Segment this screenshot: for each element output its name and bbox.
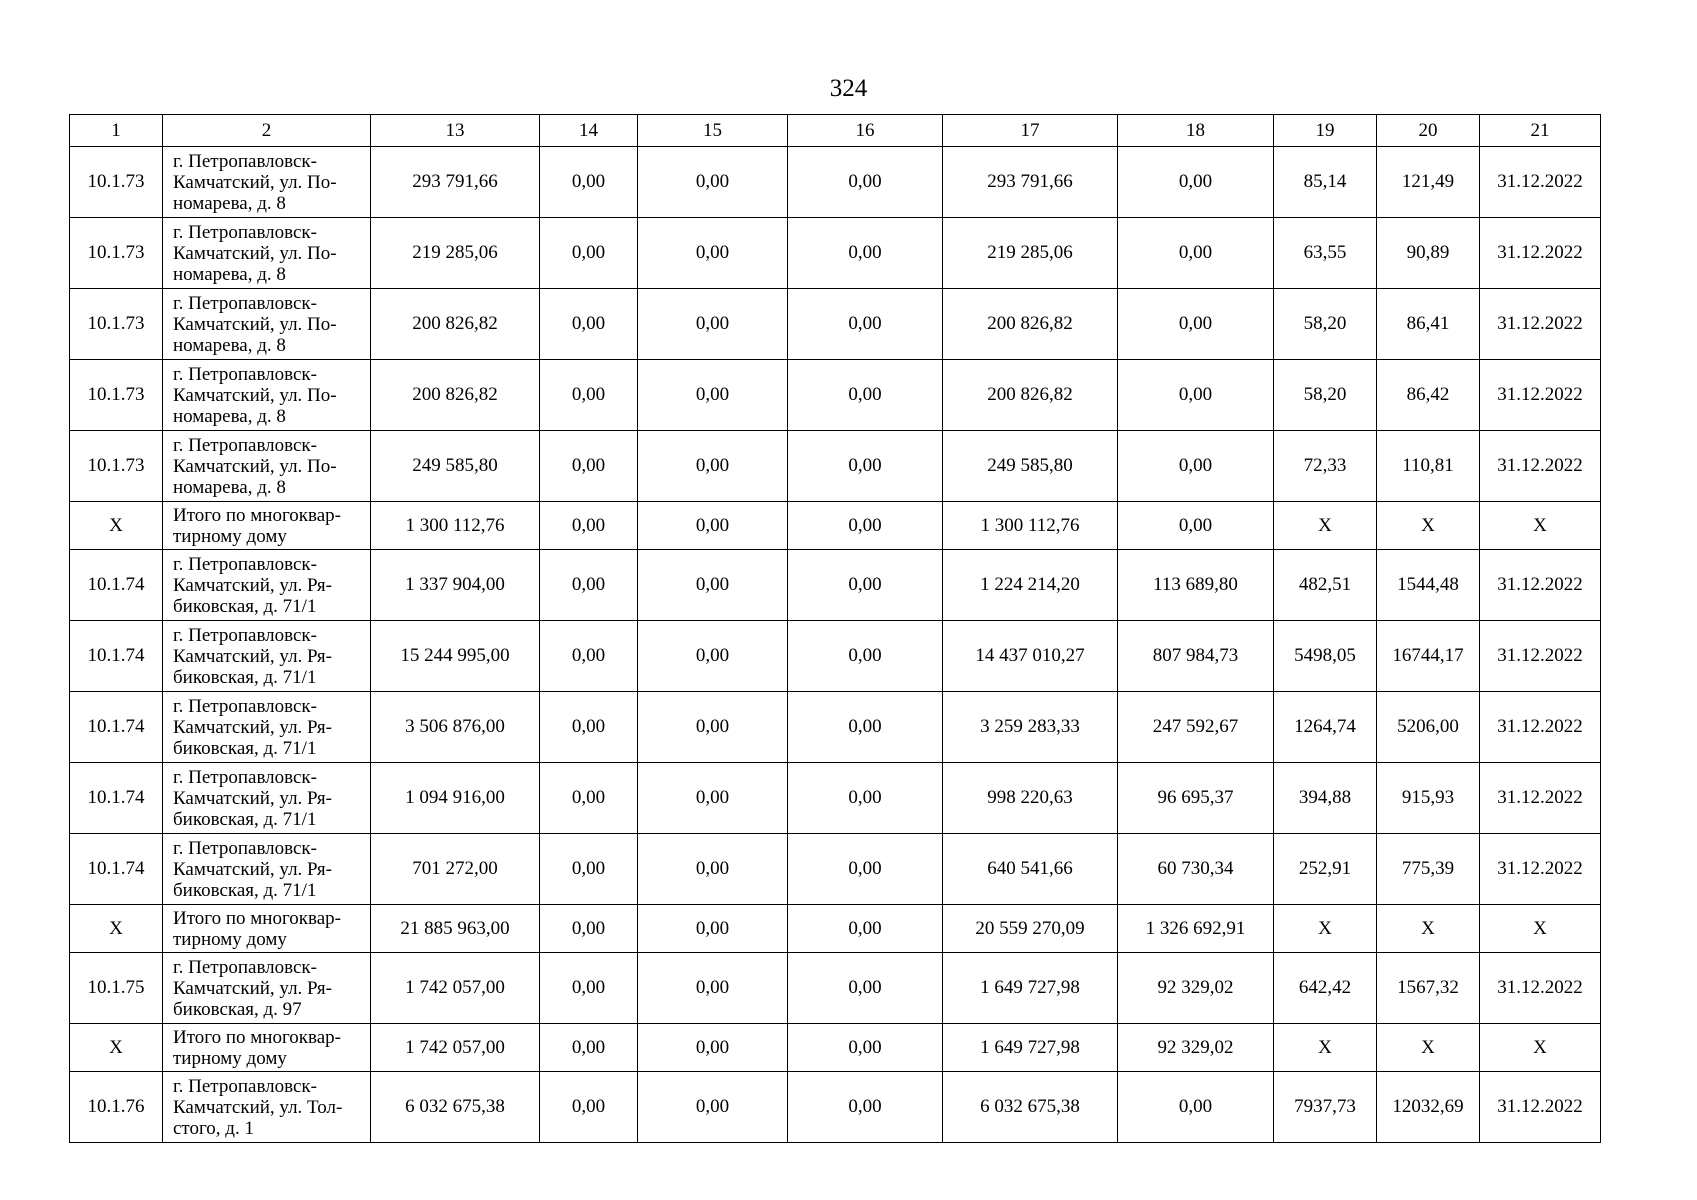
table-cell: 0,00 <box>788 218 943 289</box>
table-cell: 0,00 <box>788 621 943 692</box>
table-cell: X <box>1480 1024 1601 1072</box>
table-header <box>70 115 1601 147</box>
total-label-cell <box>163 905 371 953</box>
table-cell: 0,00 <box>1118 360 1274 431</box>
table-cell: 0,00 <box>540 905 638 953</box>
table-cell: 0,00 <box>1118 147 1274 218</box>
table-cell: 96 695,37 <box>1118 763 1274 834</box>
cell-text-line: Камчатский, ул. По- <box>173 242 337 264</box>
table-cell: X <box>70 905 163 953</box>
address-cell <box>163 621 371 692</box>
cell-text-line: г. Петропавловск- <box>173 624 317 646</box>
table-cell: 110,81 <box>1377 431 1480 502</box>
cell-text-line: г. Петропавловск- <box>173 956 317 978</box>
total-label-cell <box>163 502 371 550</box>
table-cell: 293 791,66 <box>943 147 1118 218</box>
table-cell: 0,00 <box>788 360 943 431</box>
cell-text-line: г. Петропавловск- <box>173 363 317 385</box>
address-cell <box>163 550 371 621</box>
table-cell: 0,00 <box>788 289 943 360</box>
table-row <box>70 431 1601 502</box>
table-cell: 10.1.73 <box>70 360 163 431</box>
cell-text-line: стого, д. 1 <box>173 1117 254 1139</box>
cell-text-line: г. Петропавловск- <box>173 150 317 172</box>
cell-text-line: биковская, д. 71/1 <box>173 879 317 901</box>
table-cell: X <box>70 1024 163 1072</box>
table-cell: 252,91 <box>1274 834 1377 905</box>
table-cell: 7937,73 <box>1274 1072 1377 1143</box>
address-cell <box>163 431 371 502</box>
table-cell: 0,00 <box>788 431 943 502</box>
table-row <box>70 763 1601 834</box>
column-header: 15 <box>638 115 788 147</box>
table-cell: 0,00 <box>638 834 788 905</box>
table-cell: 10.1.76 <box>70 1072 163 1143</box>
cell-text-line: Итого по многоквар- <box>173 1026 341 1048</box>
table-cell: 0,00 <box>788 905 943 953</box>
total-row <box>70 502 1601 550</box>
cell-text-line: Камчатский, ул. Ря- <box>173 787 332 809</box>
table-cell: 10.1.74 <box>70 621 163 692</box>
cell-text-line: Камчатский, ул. По- <box>173 171 337 193</box>
column-header: 1 <box>70 115 163 147</box>
table-cell: 200 826,82 <box>371 289 540 360</box>
table-cell: 0,00 <box>540 834 638 905</box>
address-cell <box>163 953 371 1024</box>
table-cell: 58,20 <box>1274 289 1377 360</box>
address-cell <box>163 763 371 834</box>
table-cell: 0,00 <box>638 621 788 692</box>
table-cell: 807 984,73 <box>1118 621 1274 692</box>
cell-text-line: Камчатский, ул. Ря- <box>173 977 332 999</box>
column-header: 16 <box>788 115 943 147</box>
table-cell: 31.12.2022 <box>1480 550 1601 621</box>
cell-text-line: Камчатский, ул. По- <box>173 384 337 406</box>
cell-text-line: г. Петропавловск- <box>173 695 317 717</box>
table-cell: 0,00 <box>788 834 943 905</box>
table-cell: 0,00 <box>540 953 638 1024</box>
cell-text-line: Итого по многоквар- <box>173 504 341 526</box>
column-header: 18 <box>1118 115 1274 147</box>
table-cell: 90,89 <box>1377 218 1480 289</box>
table-cell: 1544,48 <box>1377 550 1480 621</box>
table-cell: 20 559 270,09 <box>943 905 1118 953</box>
cell-text-line: Камчатский, ул. Тол- <box>173 1096 343 1118</box>
table-cell: 0,00 <box>540 289 638 360</box>
table-cell: 92 329,02 <box>1118 953 1274 1024</box>
cell-text-line: номарева, д. 8 <box>173 263 286 285</box>
table-cell: 249 585,80 <box>943 431 1118 502</box>
table-cell: 0,00 <box>540 550 638 621</box>
table-cell: 0,00 <box>638 763 788 834</box>
table-cell: X <box>1274 905 1377 953</box>
table-cell: 31.12.2022 <box>1480 218 1601 289</box>
table-cell: 1 649 727,98 <box>943 953 1118 1024</box>
table-cell: 1 300 112,76 <box>943 502 1118 550</box>
table-cell: 6 032 675,38 <box>371 1072 540 1143</box>
table-row <box>70 834 1601 905</box>
table-cell: 63,55 <box>1274 218 1377 289</box>
table-cell: 0,00 <box>1118 218 1274 289</box>
table-cell: 915,93 <box>1377 763 1480 834</box>
table-cell: 31.12.2022 <box>1480 692 1601 763</box>
cell-text-line: биковская, д. 71/1 <box>173 666 317 688</box>
cell-text-line: тирному дому <box>173 928 287 950</box>
table-cell: 0,00 <box>1118 1072 1274 1143</box>
page-number: 324 <box>829 75 868 102</box>
table-cell: 482,51 <box>1274 550 1377 621</box>
total-row <box>70 905 1601 953</box>
table-cell: 0,00 <box>540 502 638 550</box>
table-cell: 0,00 <box>638 550 788 621</box>
table-cell: X <box>1377 502 1480 550</box>
column-header: 20 <box>1377 115 1480 147</box>
table-row <box>70 621 1601 692</box>
table-cell: 72,33 <box>1274 431 1377 502</box>
table-cell: 31.12.2022 <box>1480 431 1601 502</box>
table-cell: 0,00 <box>788 550 943 621</box>
table-body <box>70 147 1601 1143</box>
table-cell: 200 826,82 <box>371 360 540 431</box>
table-cell: 1 742 057,00 <box>371 953 540 1024</box>
table-cell: 14 437 010,27 <box>943 621 1118 692</box>
cell-text-line: г. Петропавловск- <box>173 553 317 575</box>
table-cell: 92 329,02 <box>1118 1024 1274 1072</box>
address-cell <box>163 289 371 360</box>
table-row <box>70 550 1601 621</box>
cell-text-line: тирному дому <box>173 525 287 547</box>
table-cell: 0,00 <box>540 218 638 289</box>
cell-text-line: биковская, д. 71/1 <box>173 595 317 617</box>
total-label-cell <box>163 1024 371 1072</box>
column-header: 13 <box>371 115 540 147</box>
cell-text-line: г. Петропавловск- <box>173 434 317 456</box>
table-cell: 10.1.73 <box>70 289 163 360</box>
table-cell: 0,00 <box>1118 431 1274 502</box>
cell-text-line: номарева, д. 8 <box>173 334 286 356</box>
table-cell: 0,00 <box>788 953 943 1024</box>
address-cell <box>163 692 371 763</box>
cell-text-line: г. Петропавловск- <box>173 766 317 788</box>
table-cell: 21 885 963,00 <box>371 905 540 953</box>
cell-text-line: Камчатский, ул. Ря- <box>173 716 332 738</box>
table-cell: X <box>1377 905 1480 953</box>
table-cell: 31.12.2022 <box>1480 834 1601 905</box>
table-cell: X <box>1480 905 1601 953</box>
table-cell: 121,49 <box>1377 147 1480 218</box>
table-cell: 86,42 <box>1377 360 1480 431</box>
table-cell: 86,41 <box>1377 289 1480 360</box>
table-cell: 1 649 727,98 <box>943 1024 1118 1072</box>
address-cell <box>163 218 371 289</box>
cell-text-line: биковская, д. 97 <box>173 998 302 1020</box>
table-cell: 219 285,06 <box>371 218 540 289</box>
table-cell: 1 337 904,00 <box>371 550 540 621</box>
table-cell: 1 742 057,00 <box>371 1024 540 1072</box>
table-cell: 0,00 <box>638 1024 788 1072</box>
table-cell: 31.12.2022 <box>1480 360 1601 431</box>
table-cell: 1264,74 <box>1274 692 1377 763</box>
cell-text-line: биковская, д. 71/1 <box>173 737 317 759</box>
table-cell: 1 326 692,91 <box>1118 905 1274 953</box>
address-cell <box>163 834 371 905</box>
column-header: 14 <box>540 115 638 147</box>
table-cell: 0,00 <box>788 502 943 550</box>
table-cell: 58,20 <box>1274 360 1377 431</box>
table-cell: 200 826,82 <box>943 289 1118 360</box>
table-cell: 0,00 <box>638 502 788 550</box>
table-cell: 642,42 <box>1274 953 1377 1024</box>
table-cell: 31.12.2022 <box>1480 621 1601 692</box>
cell-text-line: номарева, д. 8 <box>173 476 286 498</box>
address-cell <box>163 360 371 431</box>
header-row <box>70 115 1601 147</box>
table-row <box>70 953 1601 1024</box>
table-cell: 10.1.73 <box>70 147 163 218</box>
table-cell: 0,00 <box>638 360 788 431</box>
table-cell: 0,00 <box>540 1024 638 1072</box>
table-cell: 0,00 <box>638 218 788 289</box>
table-cell: 16744,17 <box>1377 621 1480 692</box>
address-cell <box>163 1072 371 1143</box>
table-cell: X <box>1377 1024 1480 1072</box>
table-cell: 640 541,66 <box>943 834 1118 905</box>
table-cell: 0,00 <box>638 147 788 218</box>
table-cell: 113 689,80 <box>1118 550 1274 621</box>
table-cell: 0,00 <box>788 147 943 218</box>
cell-text-line: Камчатский, ул. Ря- <box>173 574 332 596</box>
cell-text-line: Камчатский, ул. Ря- <box>173 645 332 667</box>
table-cell: 219 285,06 <box>943 218 1118 289</box>
table-cell: 0,00 <box>788 1024 943 1072</box>
table-cell: 31.12.2022 <box>1480 147 1601 218</box>
table-row <box>70 360 1601 431</box>
table-cell: 0,00 <box>540 763 638 834</box>
table-cell: 3 259 283,33 <box>943 692 1118 763</box>
table-cell: 5206,00 <box>1377 692 1480 763</box>
table-cell: 12032,69 <box>1377 1072 1480 1143</box>
table-cell: 0,00 <box>540 147 638 218</box>
cell-text-line: номарева, д. 8 <box>173 192 286 214</box>
table-cell: 85,14 <box>1274 147 1377 218</box>
table-cell: 10.1.73 <box>70 218 163 289</box>
data-table <box>69 114 1601 1143</box>
column-header: 19 <box>1274 115 1377 147</box>
table-cell: 0,00 <box>540 431 638 502</box>
table-cell: 1 094 916,00 <box>371 763 540 834</box>
table-cell: 0,00 <box>638 431 788 502</box>
table-cell: 31.12.2022 <box>1480 763 1601 834</box>
table-cell: 775,39 <box>1377 834 1480 905</box>
table-cell: 10.1.74 <box>70 763 163 834</box>
total-row <box>70 1024 1601 1072</box>
table-cell: 10.1.74 <box>70 692 163 763</box>
column-header: 2 <box>163 115 371 147</box>
table-cell: 0,00 <box>638 953 788 1024</box>
cell-text-line: г. Петропавловск- <box>173 292 317 314</box>
table-cell: X <box>70 502 163 550</box>
column-header: 17 <box>943 115 1118 147</box>
table-cell: 10.1.74 <box>70 550 163 621</box>
cell-text-line: г. Петропавловск- <box>173 1075 317 1097</box>
table-cell: 1567,32 <box>1377 953 1480 1024</box>
cell-text-line: г. Петропавловск- <box>173 221 317 243</box>
table-cell: 0,00 <box>540 360 638 431</box>
cell-text-line: Камчатский, ул. По- <box>173 455 337 477</box>
table-cell: 0,00 <box>788 763 943 834</box>
cell-text-line: Итого по многоквар- <box>173 907 341 929</box>
table-cell: 1 300 112,76 <box>371 502 540 550</box>
table-cell: 394,88 <box>1274 763 1377 834</box>
table-cell: 31.12.2022 <box>1480 289 1601 360</box>
cell-text-line: тирному дому <box>173 1047 287 1069</box>
address-cell <box>163 147 371 218</box>
table-cell: 6 032 675,38 <box>943 1072 1118 1143</box>
table-cell: 10.1.75 <box>70 953 163 1024</box>
table-cell: 0,00 <box>638 289 788 360</box>
table-cell: 1 224 214,20 <box>943 550 1118 621</box>
table-cell: 0,00 <box>788 692 943 763</box>
table-row <box>70 147 1601 218</box>
table-row <box>70 289 1601 360</box>
table-cell: 701 272,00 <box>371 834 540 905</box>
cell-text-line: Камчатский, ул. По- <box>173 313 337 335</box>
cell-text-line: номарева, д. 8 <box>173 405 286 427</box>
table-cell: 0,00 <box>638 905 788 953</box>
table-row <box>70 218 1601 289</box>
table-cell: 10.1.74 <box>70 834 163 905</box>
cell-text-line: биковская, д. 71/1 <box>173 808 317 830</box>
table-row <box>70 692 1601 763</box>
table-cell: 0,00 <box>638 692 788 763</box>
table-cell: 293 791,66 <box>371 147 540 218</box>
table-cell: 3 506 876,00 <box>371 692 540 763</box>
table-cell: X <box>1274 1024 1377 1072</box>
table-cell: 247 592,67 <box>1118 692 1274 763</box>
table-cell: 10.1.73 <box>70 431 163 502</box>
table-cell: 0,00 <box>540 692 638 763</box>
table-cell: X <box>1274 502 1377 550</box>
table-row <box>70 1072 1601 1143</box>
table-cell: 0,00 <box>1118 289 1274 360</box>
table-cell: X <box>1480 502 1601 550</box>
cell-text-line: г. Петропавловск- <box>173 837 317 859</box>
cell-text-line: Камчатский, ул. Ря- <box>173 858 332 880</box>
column-header: 21 <box>1480 115 1601 147</box>
table-cell: 249 585,80 <box>371 431 540 502</box>
table-cell: 31.12.2022 <box>1480 1072 1601 1143</box>
table-cell: 200 826,82 <box>943 360 1118 431</box>
table-cell: 0,00 <box>540 621 638 692</box>
table-cell: 998 220,63 <box>943 763 1118 834</box>
table-cell: 5498,05 <box>1274 621 1377 692</box>
table-cell: 60 730,34 <box>1118 834 1274 905</box>
table-cell: 0,00 <box>638 1072 788 1143</box>
table-cell: 31.12.2022 <box>1480 953 1601 1024</box>
table-cell: 0,00 <box>540 1072 638 1143</box>
table-cell: 0,00 <box>1118 502 1274 550</box>
table-cell: 15 244 995,00 <box>371 621 540 692</box>
table-cell: 0,00 <box>788 1072 943 1143</box>
